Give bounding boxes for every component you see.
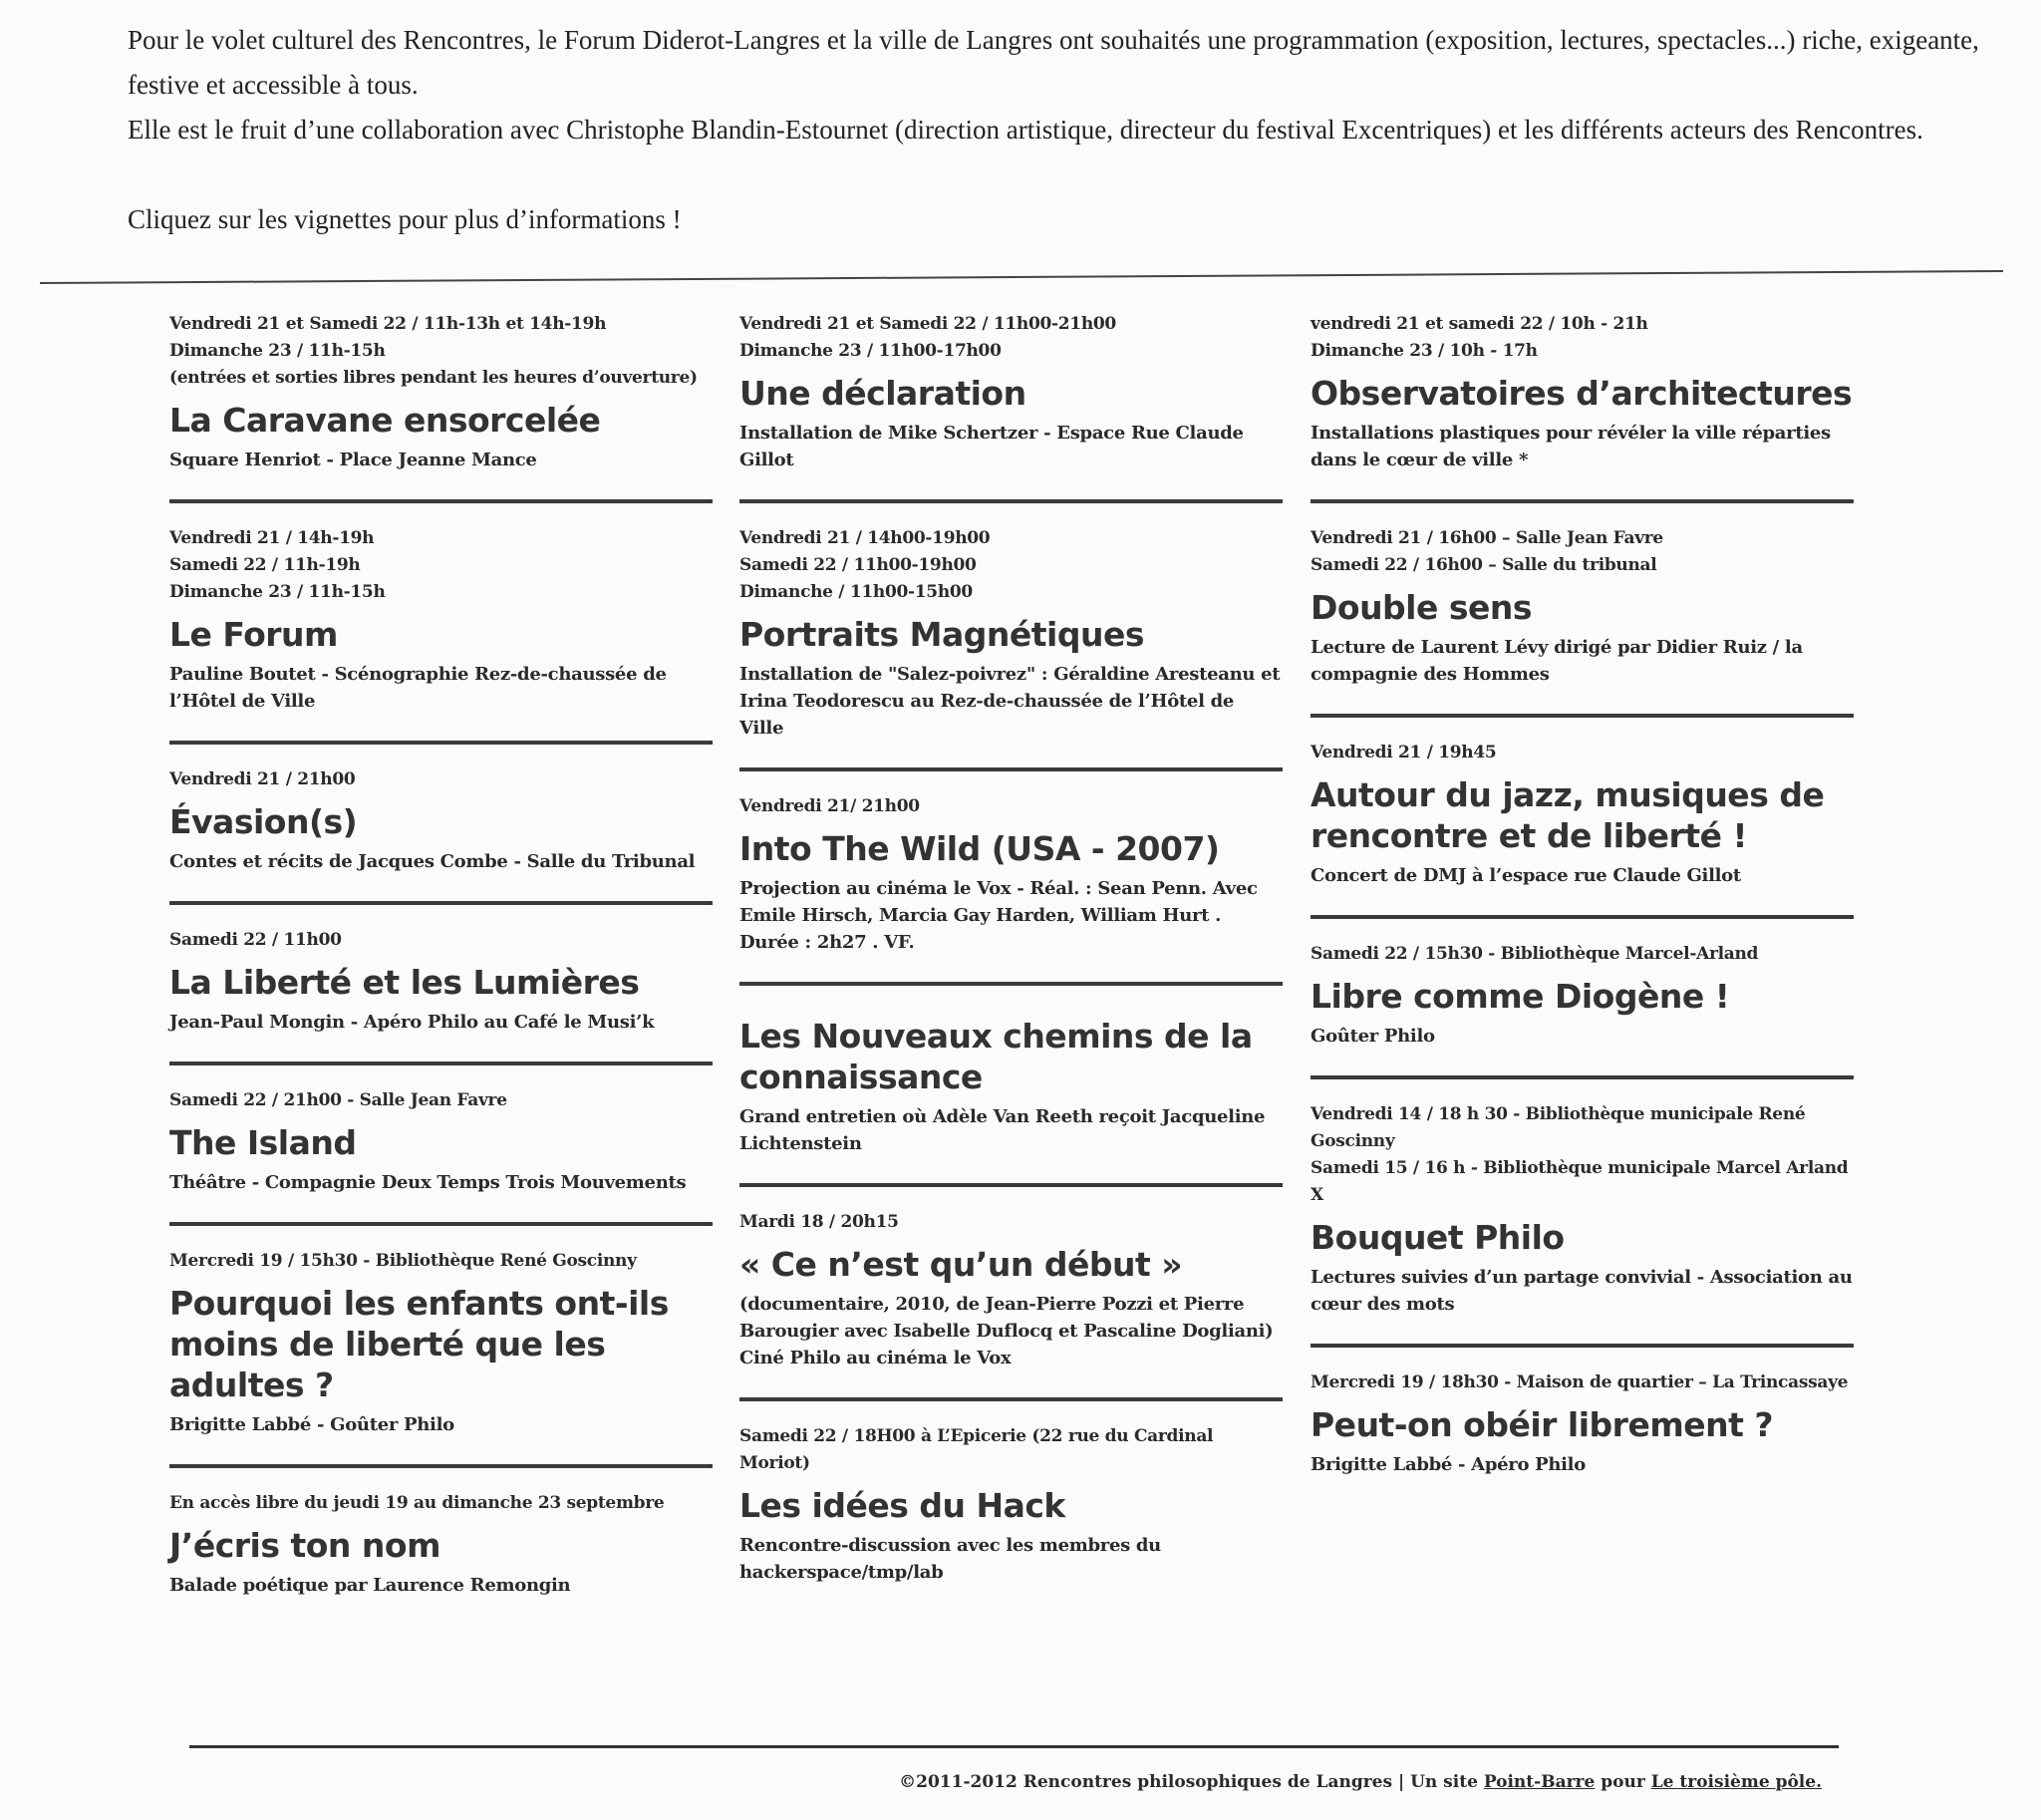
card-divider: [739, 1183, 1283, 1187]
card-divider: [169, 1062, 713, 1065]
event-card[interactable]: [169, 1083, 713, 1226]
card-divider: [1311, 915, 1854, 919]
event-schedule: Samedi 22 / 11h00: [169, 930, 342, 950]
event-card[interactable]: [1311, 937, 1854, 1079]
event-title[interactable]: « Ce n’est qu’un début »: [739, 1245, 1183, 1284]
event-card[interactable]: [1311, 307, 1854, 503]
event-card[interactable]: [169, 923, 713, 1065]
event-description: Square Henriot - Place Jeanne Mance: [169, 450, 537, 470]
event-title[interactable]: Les idées du Hack: [739, 1486, 1065, 1525]
card-divider: [1311, 1075, 1854, 1079]
event-description: Pauline Boutet - Scénographie Rez-de-chaussée de l’Hôtel de Ville: [169, 664, 667, 712]
event-schedule: Vendredi 21 / 14h00-19h00 Samedi 22 / 11h00-19h00 Dimanche / 11h00-15h00: [739, 528, 991, 602]
event-description: Lectures suivies d’un partage convivial - Association au cœur des mots: [1311, 1267, 1853, 1315]
program-column-2: [739, 307, 1283, 1586]
program-column-3: [1311, 307, 1854, 1478]
intro-paragraph-1: Pour le volet culturel des Rencontres, le Forum Diderot-Langres et la ville de Langres ont souhaités une programmation (exposition, lectures, spectacles...) riche, exigeante, festive et accessible à tous.: [128, 25, 1979, 100]
event-schedule: Vendredi 21 / 21h00: [169, 769, 356, 789]
event-card[interactable]: [169, 762, 713, 905]
event-title[interactable]: Autour du jazz, musiques de rencontre et de liberté !: [1311, 775, 1825, 855]
card-divider: [739, 982, 1283, 986]
event-title[interactable]: Pourquoi les enfants ont-ils moins de liberté que les adultes ?: [169, 1284, 669, 1404]
event-description: Jean-Paul Mongin - Apéro Philo au Café le Musi’k: [169, 1012, 655, 1033]
event-description: Concert de DMJ à l’espace rue Claude Gillot: [1311, 865, 1741, 886]
footer-site-text: Un site: [1410, 1772, 1484, 1792]
card-divider: [169, 499, 713, 503]
troisieme-pole-link[interactable]: Le troisième pôle.: [1650, 1772, 1822, 1792]
event-title[interactable]: La Caravane ensorcelée: [169, 401, 601, 440]
event-schedule: Vendredi 21 et Samedi 22 / 11h-13h et 14h-19h Dimanche 23 / 11h-15h (entrées et sorties libres pendant les heures d’ouverture): [169, 314, 698, 388]
card-divider: [1311, 499, 1854, 503]
event-schedule: Vendredi 21 / 19h45: [1311, 743, 1497, 762]
event-card[interactable]: [169, 307, 713, 503]
event-card[interactable]: [739, 307, 1283, 503]
event-description: Rencontre-discussion avec les membres du hackerspace/tmp/lab: [739, 1535, 1161, 1583]
event-card[interactable]: [739, 1205, 1283, 1401]
event-title[interactable]: The Island: [169, 1123, 357, 1162]
event-card[interactable]: [169, 521, 713, 745]
event-card[interactable]: [1311, 736, 1854, 919]
event-schedule: Samedi 22 / 18H00 à L’Epicerie (22 rue du Cardinal Moriot): [739, 1426, 1214, 1473]
point-barre-link[interactable]: Point-Barre: [1483, 1772, 1596, 1792]
event-description: Grand entretien où Adèle Van Reeth reçoit Jacqueline Lichtenstein: [739, 1106, 1266, 1154]
card-divider: [169, 1464, 713, 1468]
event-card[interactable]: [739, 1419, 1283, 1586]
event-title[interactable]: Les Nouveaux chemins de la connaissance: [739, 1017, 1253, 1096]
footer-copyright: ©2011-2012 Rencontres philosophiques de Langres: [899, 1772, 1393, 1792]
footer-divider: [189, 1745, 1839, 1748]
event-card[interactable]: [1311, 1097, 1854, 1348]
event-schedule: vendredi 21 et samedi 22 / 10h - 21h Dimanche 23 / 10h - 17h: [1311, 314, 1648, 361]
event-description: Balade poétique par Laurence Remongin: [169, 1575, 571, 1596]
event-description: Installations plastiques pour révéler la ville réparties dans le cœur de ville *: [1311, 423, 1831, 470]
event-description: Brigitte Labbé - Goûter Philo: [169, 1414, 454, 1435]
card-divider: [739, 1397, 1283, 1401]
card-divider: [1311, 714, 1854, 718]
event-card[interactable]: [739, 1004, 1283, 1187]
event-title[interactable]: Observatoires d’architectures: [1311, 374, 1853, 413]
program-column-1: [169, 307, 713, 1599]
event-description: Projection au cinéma le Vox - Réal. : Sean Penn. Avec Emile Hirsch, Marcia Gay Harden, William Hurt . Durée : 2h27 . VF.: [739, 878, 1258, 953]
event-title[interactable]: Double sens: [1311, 588, 1533, 627]
event-description: Installation de Mike Schertzer - Espace Rue Claude Gillot: [739, 423, 1244, 470]
event-title[interactable]: Bouquet Philo: [1311, 1218, 1565, 1257]
event-card[interactable]: [169, 1244, 713, 1468]
event-description: Contes et récits de Jacques Combe - Salle du Tribunal: [169, 851, 696, 872]
event-schedule: Samedi 22 / 21h00 - Salle Jean Favre: [169, 1090, 507, 1110]
intro-paragraph-2: Elle est le fruit d’une collaboration avec Christophe Blandin-Estournet (direction artistique, directeur du festival Excentriques) et les différents acteurs des Rencontres.: [128, 115, 1923, 145]
footer-separator: |: [1392, 1772, 1411, 1792]
event-title[interactable]: Une déclaration: [739, 374, 1026, 413]
card-divider: [169, 1222, 713, 1226]
intro-call-to-action: Cliquez sur les vignettes pour plus d’informations !: [128, 204, 682, 234]
top-divider: [40, 270, 2003, 284]
card-divider: [739, 499, 1283, 503]
card-divider: [169, 901, 713, 905]
event-title[interactable]: Into The Wild (USA - 2007): [739, 829, 1220, 868]
event-description: Installation de "Salez-poivrez" : Géraldine Aresteanu et Irina Teodorescu au Rez-de-chaussée de l’Hôtel de Ville: [739, 664, 1281, 739]
event-description: Lecture de Laurent Lévy dirigé par Didier Ruiz / la compagnie des Hommes: [1311, 637, 1803, 685]
event-title[interactable]: Évasion(s): [169, 802, 358, 841]
event-schedule: Vendredi 21/ 21h00: [739, 796, 920, 816]
event-schedule: Mardi 18 / 20h15: [739, 1212, 899, 1232]
event-schedule: En accès libre du jeudi 19 au dimanche 23 septembre: [169, 1493, 665, 1513]
event-title[interactable]: Portraits Magnétiques: [739, 615, 1144, 654]
card-divider: [169, 741, 713, 745]
event-card[interactable]: [1311, 1365, 1854, 1478]
event-description: Goûter Philo: [1311, 1026, 1435, 1047]
event-card[interactable]: [739, 789, 1283, 986]
event-description: Théâtre - Compagnie Deux Temps Trois Mouvements: [169, 1172, 687, 1193]
event-title[interactable]: La Liberté et les Lumières: [169, 963, 640, 1002]
event-title[interactable]: Peut-on obéir librement ?: [1311, 1405, 1774, 1444]
event-schedule: Samedi 22 / 15h30 - Bibliothèque Marcel-Arland: [1311, 944, 1759, 964]
card-divider: [1311, 1344, 1854, 1348]
event-schedule: Vendredi 21 et Samedi 22 / 11h00-21h00 Dimanche 23 / 11h00-17h00: [739, 314, 1116, 361]
event-title[interactable]: Le Forum: [169, 615, 338, 654]
event-title[interactable]: Libre comme Diogène !: [1311, 977, 1730, 1016]
event-card[interactable]: [739, 521, 1283, 771]
event-title[interactable]: J’écris ton nom: [169, 1526, 440, 1565]
event-description: (documentaire, 2010, de Jean-Pierre Pozzi et Pierre Barougier avec Isabelle Duflocq et Pascaline Dogliani) Ciné Philo au cinéma le Vox: [739, 1294, 1274, 1368]
event-schedule: Mercredi 19 / 18h30 - Maison de quartier – La Trincassaye: [1311, 1372, 1849, 1392]
event-card[interactable]: [1311, 521, 1854, 718]
event-card[interactable]: [169, 1486, 713, 1599]
footer-site-text-2: pour: [1595, 1772, 1651, 1792]
footer: [899, 1772, 1822, 1792]
card-divider: [739, 767, 1283, 771]
event-description: Brigitte Labbé - Apéro Philo: [1311, 1454, 1586, 1475]
event-schedule: Mercredi 19 / 15h30 - Bibliothèque René Goscinny: [169, 1251, 637, 1271]
intro: [128, 18, 2021, 242]
event-schedule: Vendredi 21 / 16h00 – Salle Jean Favre Samedi 22 / 16h00 – Salle du tribunal: [1311, 528, 1663, 575]
event-schedule: Vendredi 14 / 18 h 30 - Bibliothèque municipale René Goscinny Samedi 15 / 16 h - Bibliothèque municipale Marcel Arland X: [1311, 1104, 1849, 1205]
event-schedule: Vendredi 21 / 14h-19h Samedi 22 / 11h-19h Dimanche 23 / 11h-15h: [169, 528, 386, 602]
